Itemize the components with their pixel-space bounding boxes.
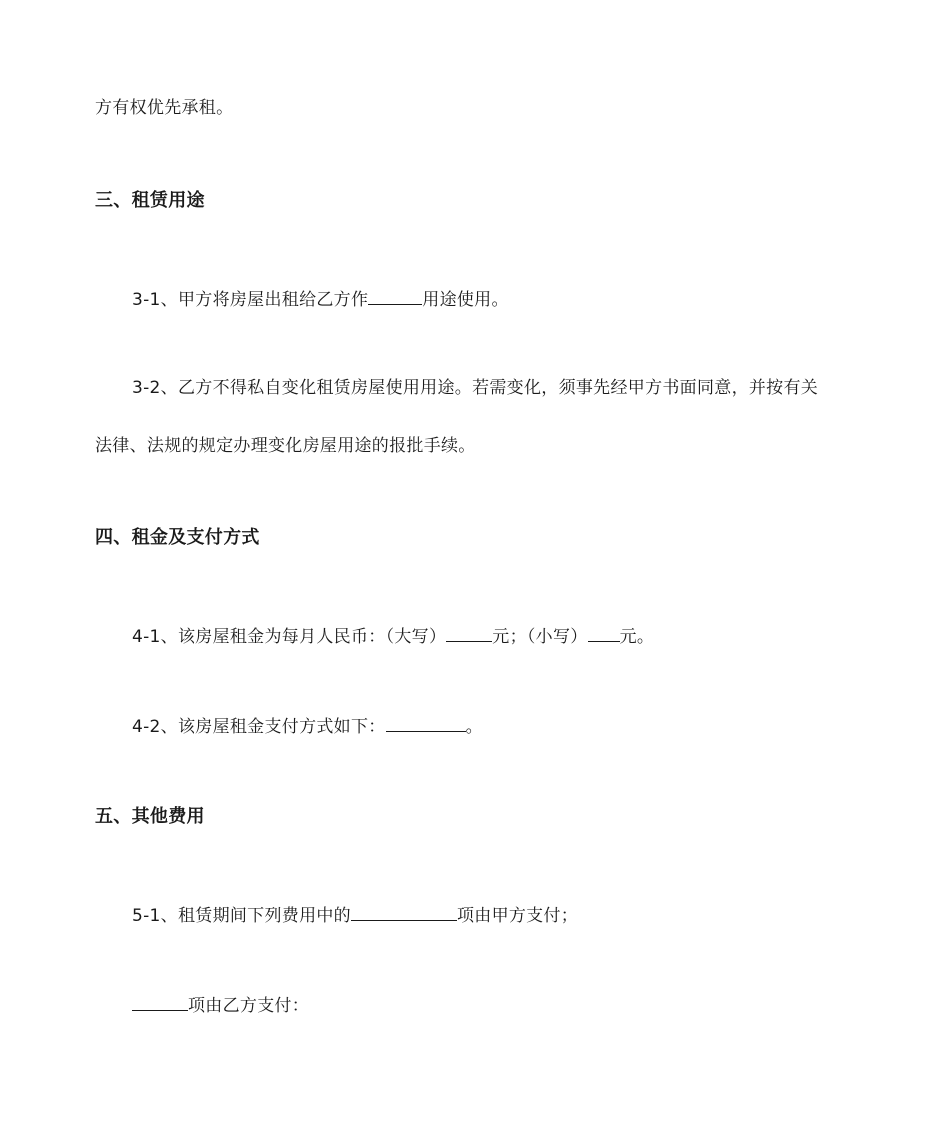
- clause-text: 5-1、租赁期间下列费用中的: [132, 906, 351, 926]
- paragraph-text: 方有权优先承租。: [95, 98, 234, 118]
- section-heading-5: [95, 805, 875, 829]
- clause-3-2-line-2: [95, 434, 875, 458]
- fill-in-blank: [446, 623, 492, 642]
- fill-in-blank: [386, 713, 466, 732]
- clause-5-1-continued: [132, 992, 912, 1018]
- clause-text: 元；（小写）: [492, 627, 588, 647]
- fill-in-blank: [368, 286, 422, 305]
- fill-in-blank: [132, 992, 188, 1011]
- clause-text: 4-1、该房屋租金为每月人民币：（大写）: [132, 627, 447, 647]
- clause-4-2: [132, 713, 912, 739]
- fill-in-blank: [588, 623, 620, 642]
- clause-text: 项由乙方支付：: [188, 996, 310, 1016]
- fill-in-blank: [351, 902, 457, 921]
- clause-5-1: [132, 902, 912, 928]
- heading-text: 三、租赁用途: [95, 190, 205, 211]
- clause-text: 元。: [619, 627, 655, 647]
- heading-text: 四、租金及支付方式: [95, 527, 260, 548]
- clause-text: 用途使用。: [422, 290, 509, 310]
- clause-text: 项由甲方支付；: [456, 906, 579, 926]
- clause-text: 4-2、该房屋租金支付方式如下：: [132, 717, 386, 737]
- clause-text: 3-2、乙方不得私自变化租赁房屋使用用途。若需变化，须事先经甲方书面同意，并按有关: [132, 378, 819, 398]
- paragraph-continuation: [95, 96, 875, 120]
- clause-text: 。: [465, 717, 483, 737]
- clause-3-2-line-1: [132, 376, 912, 400]
- section-heading-4: [95, 526, 875, 550]
- clause-4-1: [132, 623, 912, 649]
- clause-3-1: [132, 286, 912, 312]
- section-heading-3: [95, 189, 875, 213]
- clause-text: 法律、法规的规定办理变化房屋用途的报批手续。: [95, 436, 476, 456]
- clause-text: 3-1、甲方将房屋出租给乙方作: [132, 290, 369, 310]
- heading-text: 五、其他费用: [95, 806, 205, 827]
